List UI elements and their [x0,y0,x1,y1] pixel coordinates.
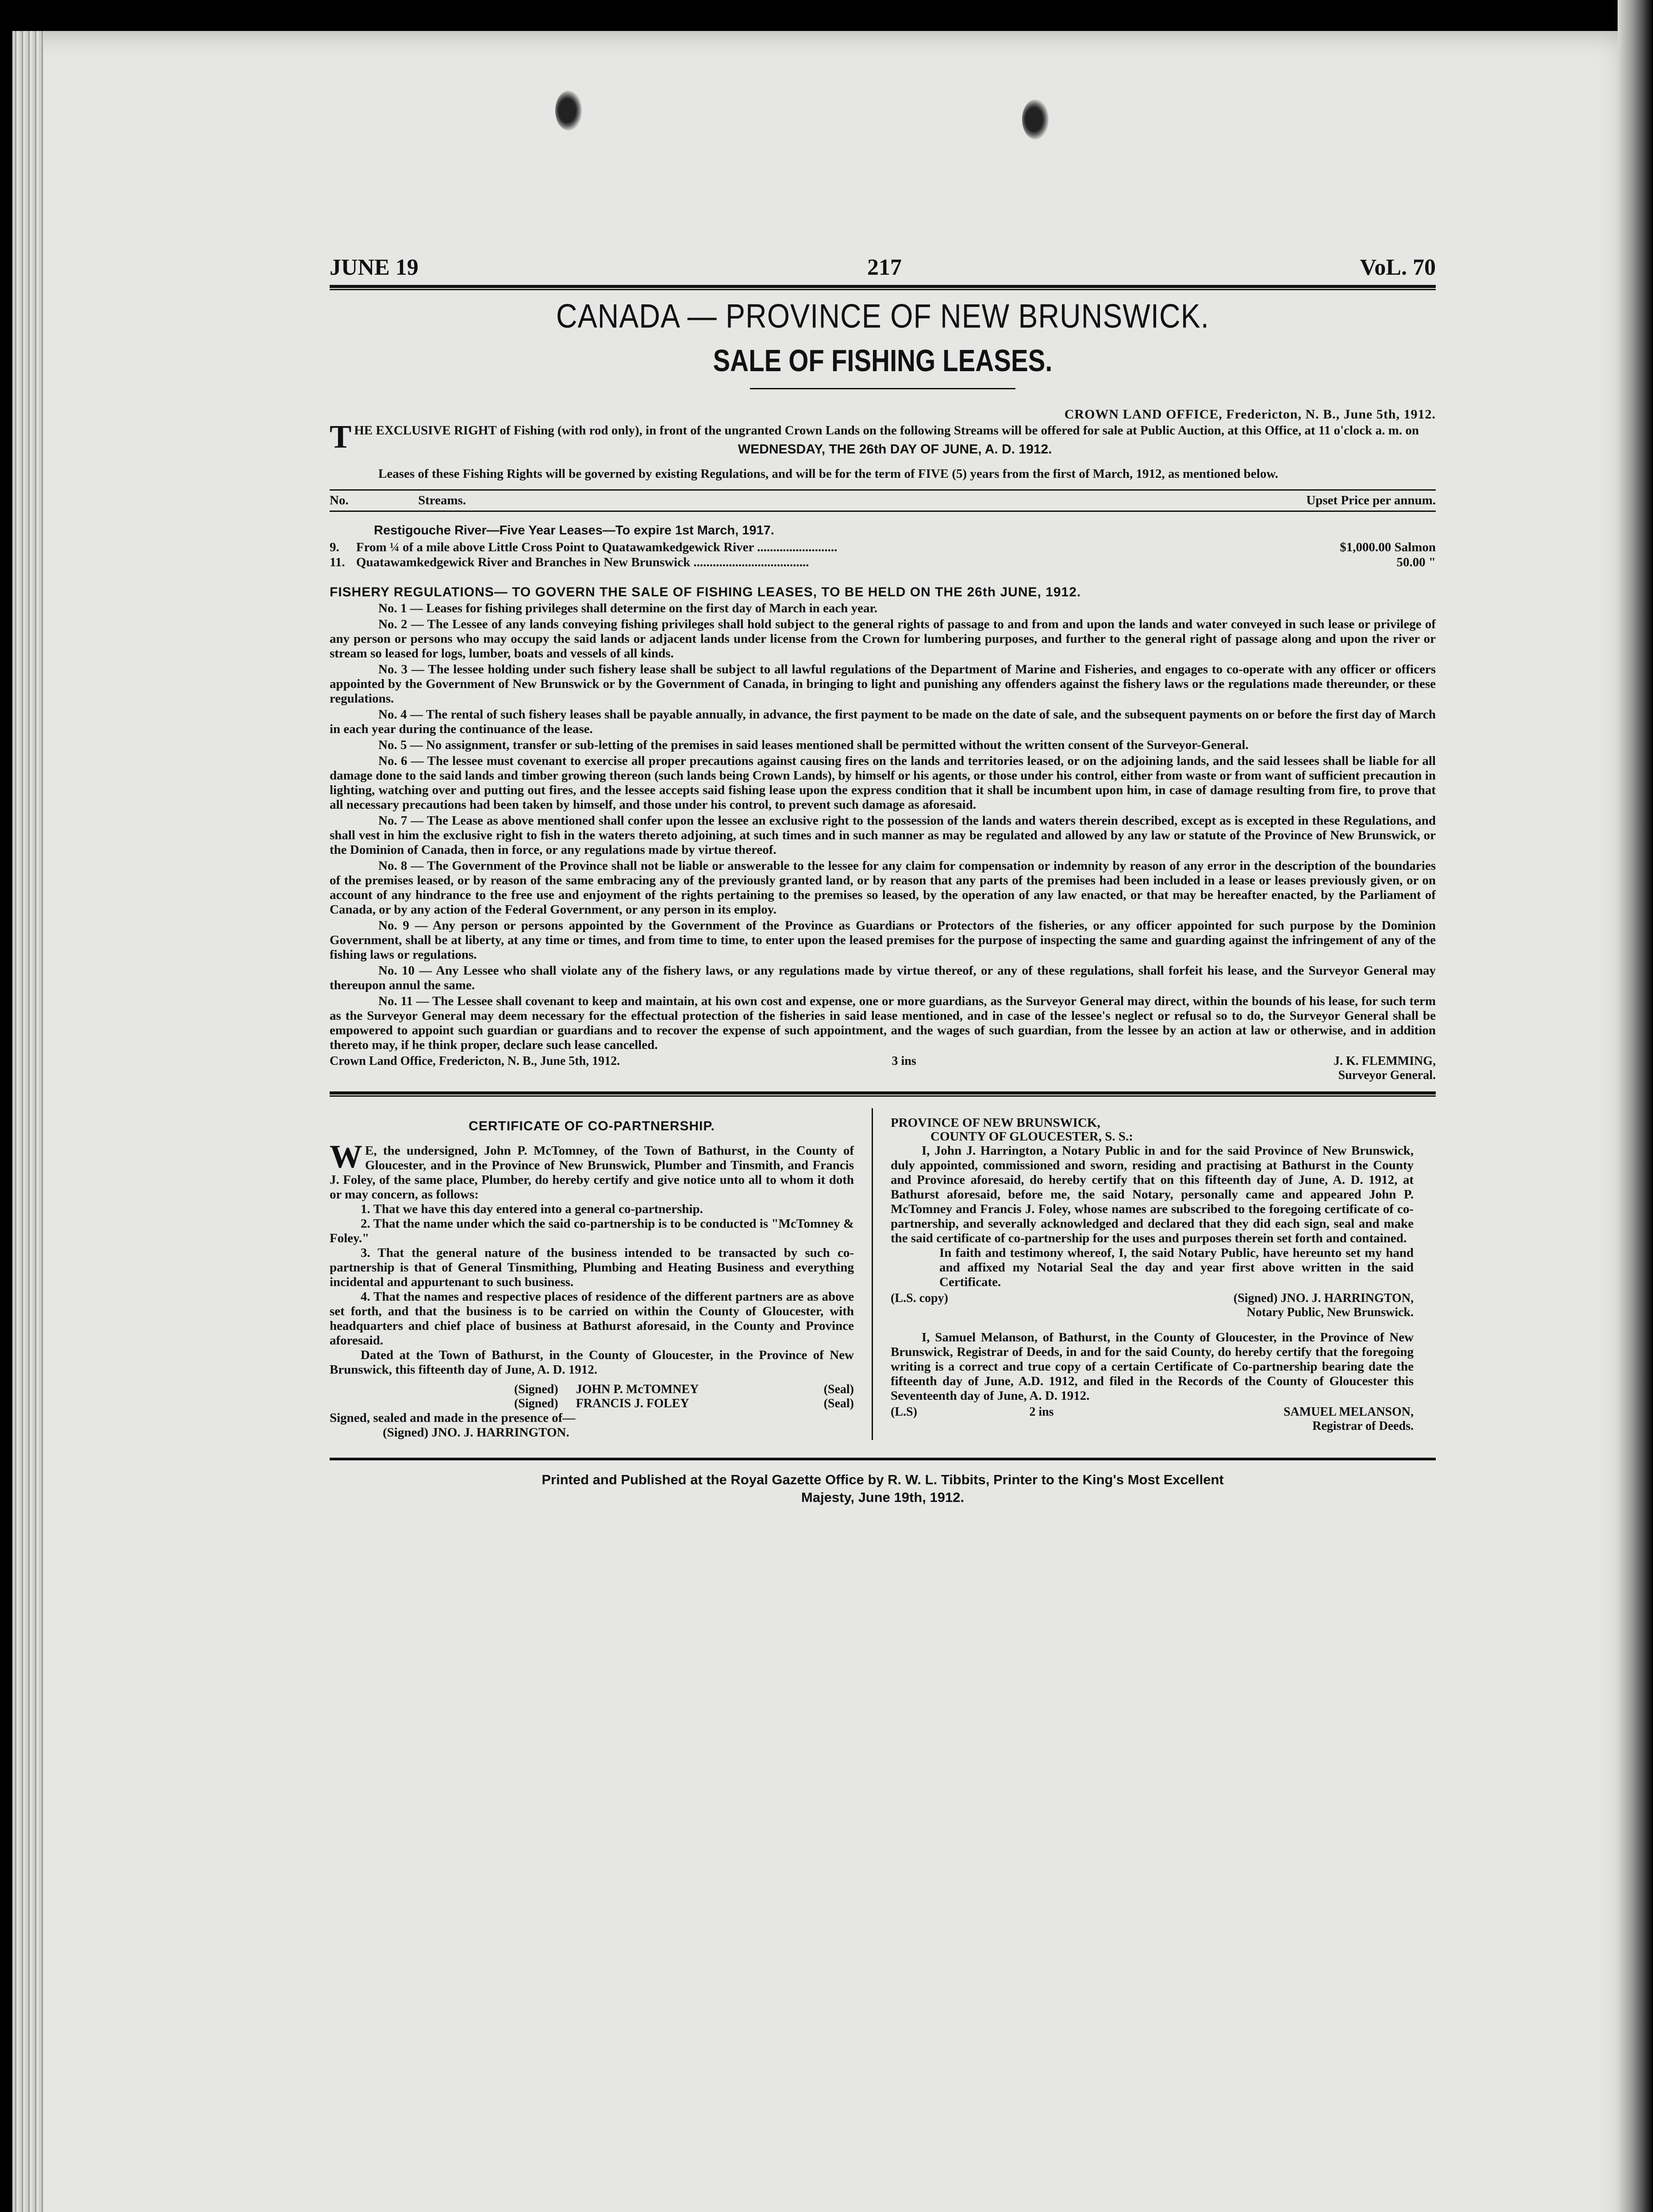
imprint-line: Majesty, June 19th, 1912. [801,1490,965,1505]
row-stream: From ¼ of a mile above Little Cross Point to Quatawamkedgewick River ......................... [356,540,838,554]
seal-copy-label: (L.S. copy) [891,1291,948,1305]
insertion-count: 2 ins [1029,1405,1054,1419]
section-rule [330,1091,1436,1097]
regulations-title: FISHERY REGULATIONS— TO GOVERN THE SALE OF FISHING LEASES, TO BE HELD ON THE 26th JUNE, 1912. [330,585,1081,599]
registrar-signature-block [1166,1405,1414,1433]
signature-line [330,1382,854,1397]
printer-imprint [330,1471,1436,1506]
issue-date: JUNE 19 [330,255,419,280]
certificate-item: 1. That we have this day entered into a general co-partnership. [361,1202,703,1216]
certificate-column [330,1108,872,1440]
signoff-place: Crown Land Office, Fredericton, N. B., June 5th, 1912. [330,1054,620,1068]
regulation-item: No. 11 — The Lessee shall covenant to keep and maintain, at his own cost and expense, one or more guardians, as the Surveyor General may direct, within the bounds of his lease, for such term as the Surveyor General may deem necessary for the effectual protection of the fisheries in said lease mentioned, and in case of the lessee's neglect or refusal so to do, the Surveyor General shall be empowered to appoint such guardian or guardians and to recover the expense of such appointment, and the wages of such guardian, from the lessee by an action at law or otherwise, and in addition thereto may, if he think proper, declare such lease cancelled. [330,994,1436,1052]
registrar-title: Registrar of Deeds. [1312,1419,1414,1433]
venue-county: COUNTY OF GLOUCESTER, S. S.: [930,1129,1133,1144]
regulation-item: No. 6 — The lessee must covenant to exercise all proper precautions against causing fires on the lands and territories leased, or on the adjoining lands, and the said lessees shall be liable for all damage done to the said lands and timber growing thereon (such lands being Crown Lands), by himself or his agents, or those under his control, either from waste or from want of sufficient precaution in lighting, watching over and putting out fires, and the lessee accepts said fishing lease upon the express condition that it shall be incumbent upon him, in case of damage resulting from fire, to prove that all necessary precautions had been taken by himself, and those under his control, to prevent such damage as aforesaid. [330,754,1436,812]
two-column-section [330,1108,1436,1440]
regulations-signoff [330,1054,1436,1083]
certificate-intro-text: E, the undersigned, John P. McTomney, of the Town of Bathurst, in the County of Gloucester, and in the Province of New Brunswick, Plumber and Tinsmith, and Francis J. Foley, of the same place, Plumber, do hereby certify and give notice unto all to whom it doth or may concern, as follows: [330,1144,854,1202]
signoff-name: J. K. FLEMMING, [1333,1054,1436,1068]
certificate-item: 3. That the general nature of the business intended to be transacted by such co-partnership is that of General Tinsmithing, Plumbing and Heating Business and everything incidental and appurtenant to such business. [330,1246,854,1289]
page-title: CANADA — PROVINCE OF NEW BRUNSWICK. [556,297,1210,335]
notary-name: (Signed) JNO. J. HARRINGTON, [1233,1291,1414,1305]
table-row [330,540,1436,555]
notary-column [872,1108,1414,1440]
certificate-intro [330,1139,854,1202]
col-streams: Streams. [418,493,466,507]
notary-testimony: In faith and testimony whereof, I, the said Notary Public, have hereunto set my hand and affixed my Notarial Seal the day and year first above written in the said Certificate. [939,1246,1414,1289]
partner-name: FRANCIS J. FOLEY [576,1397,689,1410]
row-number: 11. [330,555,345,569]
notary-signature [891,1291,1414,1320]
row-number: 9. [330,540,339,554]
certificate-title: CERTIFICATE OF CO-PARTNERSHIP. [469,1119,715,1133]
notice-dateline: CROWN LAND OFFICE, Fredericton, N. B., June 5th, 1912. [1064,407,1436,422]
regulation-item: No. 5 — No assignment, transfer or sub-letting of the premises in said leases mentioned shall be permitted without the written consent of the Surveyor-General. [378,738,1249,752]
lease-table-header [330,489,1436,512]
regulation-item: No. 8 — The Government of the Province shall not be liable or answerable to the lessee for any claim for compensation or indemnity by reason of any error in the description of the boundaries of the premises leased, or by reason of the same embracing any of the previously granted land, or by reason that any parts of the premises had been included in a lease or leases previously given, or on account of any hindrance to the free use and enjoyment of the rights pertaining to the premises so leased, by the operation of any law enacted, or that may be hereafter enacted, by the Parliament of Canada, or by any action of the Federal Government, or any person in its employ. [330,859,1436,917]
drop-cap: W [330,1139,362,1175]
registrar-statement: I, Samuel Melanson, of Bathurst, in the County of Gloucester, in the Province of New Brunswick, Registrar of Deeds, in and for the said County, do hereby certify that the foregoing writing is a correct and true copy of a certain Certificate of Co-partnership bearing date the fifteenth day of June, A.D. 1912, and filed in the Records of the County of Gloucester this Seventeenth day of June, A. D. 1912. [891,1330,1414,1403]
seal-label: (Seal) [823,1397,854,1410]
insertion-count: 3 ins [892,1054,916,1068]
partner-name: JOHN P. McTOMNEY [576,1382,699,1396]
seal-label: (Seal) [823,1382,854,1396]
notice-title: SALE OF FISHING LEASES. [713,343,1053,378]
regulation-item: No. 4 — The rental of such fishery leases shall be payable annually, in advance, the first payment to be made on the date of sale, and the subsequent payments on or before the first day of March in each year during the continuance of the lease. [330,707,1436,736]
row-stream: Quatawamkedgewick River and Branches in New Brunswick .................................... [356,555,809,569]
certificate-item: 2. That the name under which the said co-partnership is to be conducted is "McTomney & Foley." [330,1217,854,1245]
auction-date: WEDNESDAY, THE 26th DAY OF JUNE, A. D. 1912. [738,442,1052,457]
venue [891,1116,1414,1144]
punch-hole [1022,100,1049,139]
certificate-item: Dated at the Town of Bathurst, in the County of Gloucester, in the Province of New Brunswick, this fifteenth day of June, A. D. 1912. [330,1348,854,1377]
registrar-signature [891,1405,1414,1433]
regulation-item: No. 10 — Any Lessee who shall violate any of the fishery laws, or any regulations made by virtue thereof, or any of these regulations, shall forfeit his lease, and the Surveyor General may thereupon annul the same. [330,964,1436,992]
signoff-signature [1188,1054,1436,1083]
seal-label: (L.S) [891,1405,917,1419]
volume-number: VoL. 70 [1360,255,1436,280]
header-rule [330,285,1436,290]
col-no: No. [330,493,349,507]
page-number: 217 [867,255,902,280]
row-price: 50.00 " [1396,555,1436,569]
signoff-title: Surveyor General. [1338,1068,1436,1082]
signature-line [330,1397,854,1411]
drop-cap: T [330,419,352,455]
footer-rule [330,1458,1436,1460]
river-heading: Restigouche River—Five Year Leases—To expire 1st March, 1917. [374,523,774,538]
punch-hole [555,91,582,131]
notice-intro-text: HE EXCLUSIVE RIGHT of Fishing (with rod only), in front of the ungranted Crown Lands on the following Streams will be offered for sale at Public Auction, at this Office, at 11 o'clock a. m. on [354,423,1419,438]
page-content [330,248,1436,1506]
regulation-item: No. 9 — Any person or persons appointed by the Government of the Province as Guardians or Protectors of the fisheries, or any officer appointed for such purpose by the Dominion Government, shall be at liberty, at any time or times, and from time to time, to enter upon the leased premises for the purpose of inspecting the same and guarding against the infringement of any of the fishing laws or regulations. [330,918,1436,962]
signed-label: (Signed) [514,1397,558,1410]
imprint-line: Printed and Published at the Royal Gazette Office by R. W. L. Tibbits, Printer to the King's Most Excellent [542,1472,1224,1487]
witness-signature: (Signed) JNO. J. HARRINGTON. [383,1425,569,1440]
page-stack-edge [12,31,43,2212]
leases-paragraph: Leases of these Fishing Rights will be governed by existing Regulations, and will be for the term of FIVE (5) years from the first of March, 1912, as mentioned below. [378,467,1278,481]
venue-province: PROVINCE OF NEW BRUNSWICK, [891,1116,1100,1130]
certificate-item: 4. That the names and respective places of residence of the different partners are as above set forth, and that the business is to be carried on within the County of Gloucester, with headquarters and chief place of business at Bathurst aforesaid, in the County and Province aforesaid. [330,1290,854,1348]
running-header [330,248,1436,283]
notary-signature-block [1166,1291,1414,1320]
table-row [330,555,1436,570]
row-price: $1,000.00 Salmon [1340,540,1436,554]
title-underline [750,388,1015,389]
notary-title: Notary Public, New Brunswick. [1246,1306,1414,1319]
regulation-item: No. 3 — The lessee holding under such fishery lease shall be subject to all lawful regulations of the Department of Marine and Fisheries, and engages to co-operate with any officer or officers appointed by the Government of New Brunswick or by the Government of Canada, in bringing to light and punishing any offenders against the fishery laws or the regulations made thereunder, or these regulations. [330,662,1436,706]
regulation-item: No. 1 — Leases for fishing privileges shall determine on the first day of March in each year. [378,601,877,615]
witness-line: Signed, sealed and made in the presence of— [330,1411,576,1425]
signed-label: (Signed) [514,1382,558,1396]
binding-edge [1618,0,1653,2212]
notary-statement: I, John J. Harrington, a Notary Public in and for the said Province of New Brunswick, duly appointed, commissioned and sworn, residing and practising at Bathurst in the County and Province aforesaid, do hereby certify that on this fifteenth day of June, A. D. 1912, at Bathurst aforesaid, before me, the said Notary, personally came and appeared John P. McTomney and Francis J. Foley, whose names are subscribed to the foregoing certificate of co-partnership, and severally acknowledged and declared that they did each sign, seal and make the said certificate of co-partnership for the uses and purposes therein set forth and contained. [891,1144,1414,1245]
col-price: Upset Price per annum. [1306,493,1436,507]
regulation-item: No. 2 — The Lessee of any lands conveying fishing privileges shall hold subject to the general rights of passage to and from and upon the lands and water conveyed in such lease or privilege of any person or persons who may occupy the said lands or adjacent lands under license from the Crown for lumbering purposes, and further to the general right of passage along and upon the river or stream so leased for logs, lumber, boats and vessels of all kinds. [330,617,1436,661]
regulation-item: No. 7 — The Lease as above mentioned shall confer upon the lessee an exclusive right to the possession of the lands and waters therein described, except as is excepted in these Regulations, and shall vest in him the exclusive right to fish in the waters thereto adjoining, at such times and in such manner as may be regulated and allowed by any law or statute of the Province of New Brunswick, or the Dominion of Canada, then in force, or any regulations made by virtue thereof. [330,814,1436,857]
registrar-name: SAMUEL MELANSON, [1283,1405,1414,1419]
